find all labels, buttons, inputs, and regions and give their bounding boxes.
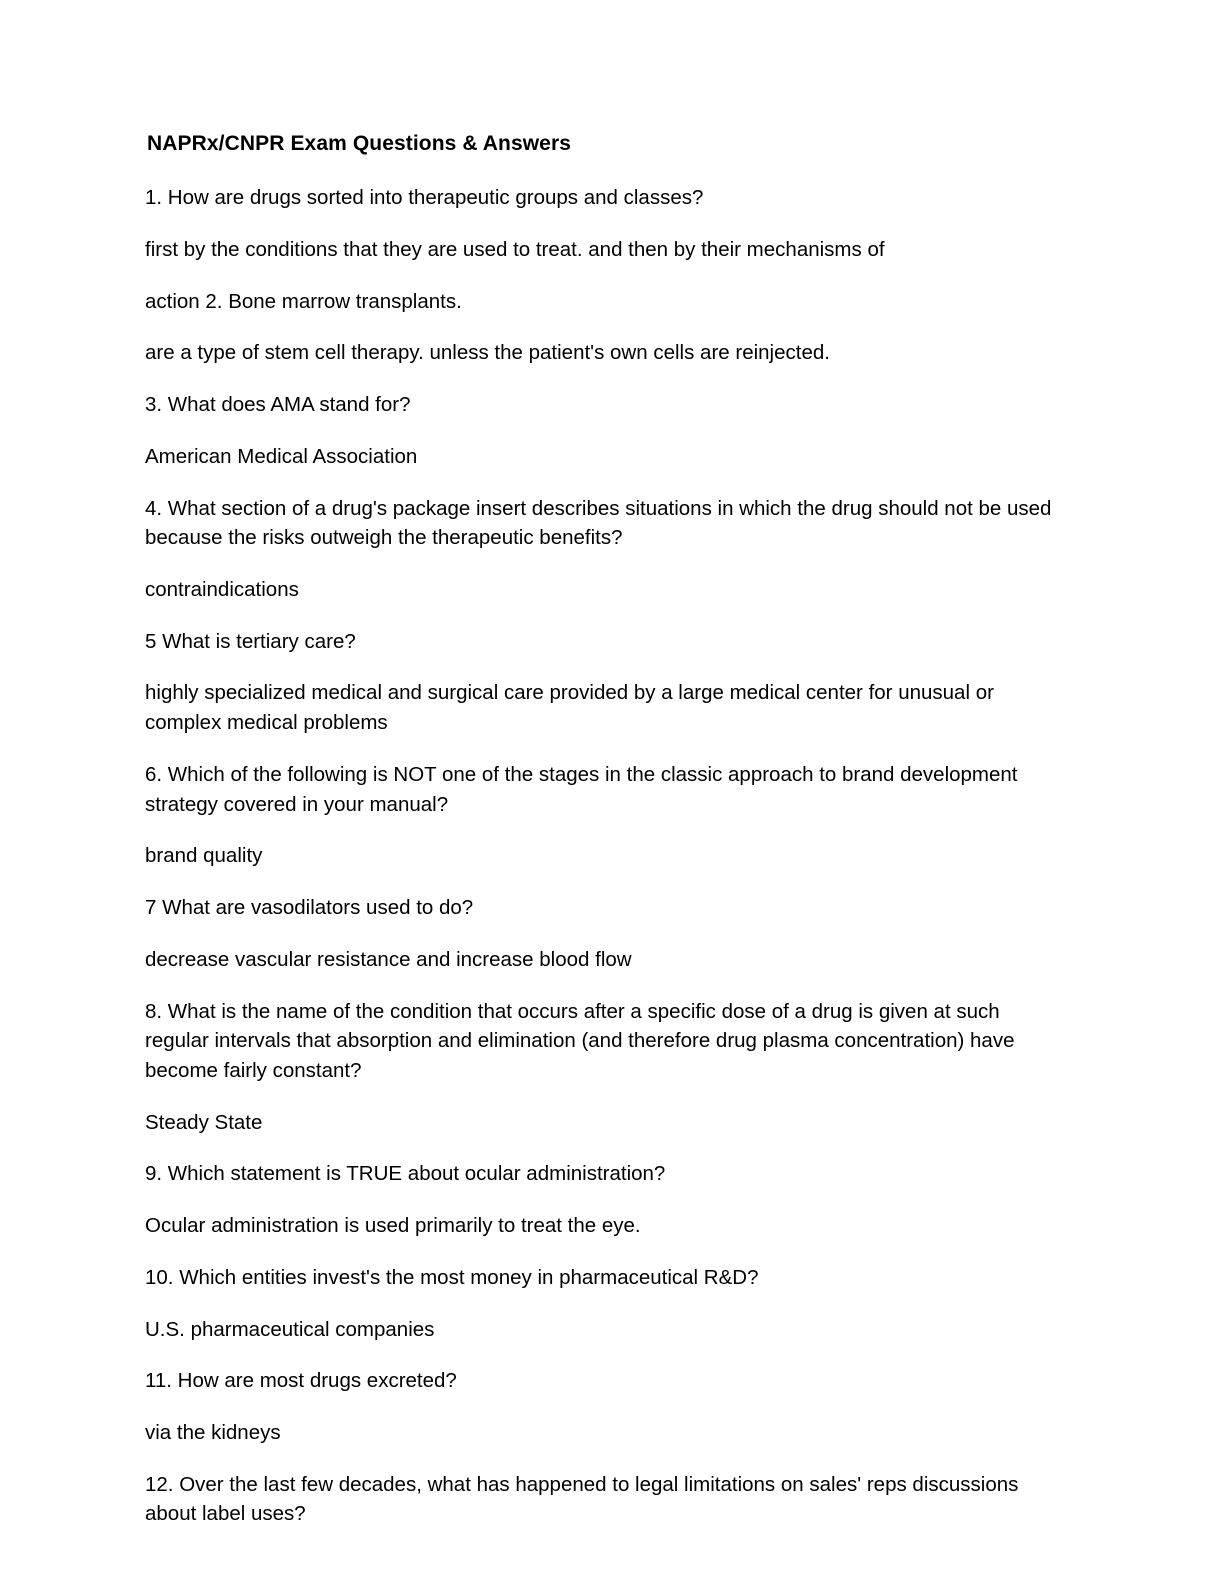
- question-block: 7 What are vasodilators used to do?: [145, 896, 474, 920]
- answer-block: action 2. Bone marrow transplants.: [145, 289, 462, 313]
- question-block: 9. Which statement is TRUE about ocular administration?: [145, 1162, 666, 1186]
- question-block: 3. What does AMA stand for?: [145, 393, 411, 417]
- answer-block: highly specialized medical and surgical care provided by a large medical center for unusual or complex medical problems: [145, 681, 994, 735]
- answer-block: Steady State: [145, 1110, 263, 1134]
- answer-block: Ocular administration is used primarily to treat the eye.: [145, 1214, 641, 1238]
- question-block: 5 What is tertiary care?: [145, 629, 356, 653]
- question-block: 10. Which entities invest's the most money in pharmaceutical R&D?: [145, 1265, 759, 1289]
- answer-block: brand quality: [145, 844, 263, 868]
- answer-block: decrease vascular resistance and increase blood flow: [145, 947, 632, 971]
- question-block: 12. Over the last few decades, what has happened to legal limitations on sales' reps discussions about label uses?: [145, 1472, 1019, 1526]
- page-title: NAPRx/CNPR Exam Questions & Answers: [147, 132, 572, 155]
- answer-block: first by the conditions that they are used to treat. and then by their mechanisms of: [145, 238, 885, 262]
- question-block: 1. How are drugs sorted into therapeutic groups and classes?: [145, 186, 704, 210]
- answer-block: U.S. pharmaceutical companies: [145, 1317, 435, 1341]
- question-block: 4. What section of a drug's package insert describes situations in which the drug should not be used because the risks outweigh the therapeutic benefits?: [145, 496, 1052, 550]
- answer-block: via the kidneys: [145, 1420, 281, 1444]
- answer-block: American Medical Association: [145, 444, 418, 468]
- answer-block: are a type of stem cell therapy. unless the patient's own cells are reinjected.: [145, 341, 830, 365]
- question-block: 8. What is the name of the condition that occurs after a specific dose of a drug is given at such regular intervals that absorption and elimination (and therefore drug plasma concentration) have become fairly constant?: [145, 999, 1015, 1082]
- question-block: 6. Which of the following is NOT one of the stages in the classic approach to brand development strategy covered in your manual?: [145, 762, 1018, 816]
- question-block: 11. How are most drugs excreted?: [145, 1369, 457, 1393]
- answer-block: contraindications: [145, 578, 299, 602]
